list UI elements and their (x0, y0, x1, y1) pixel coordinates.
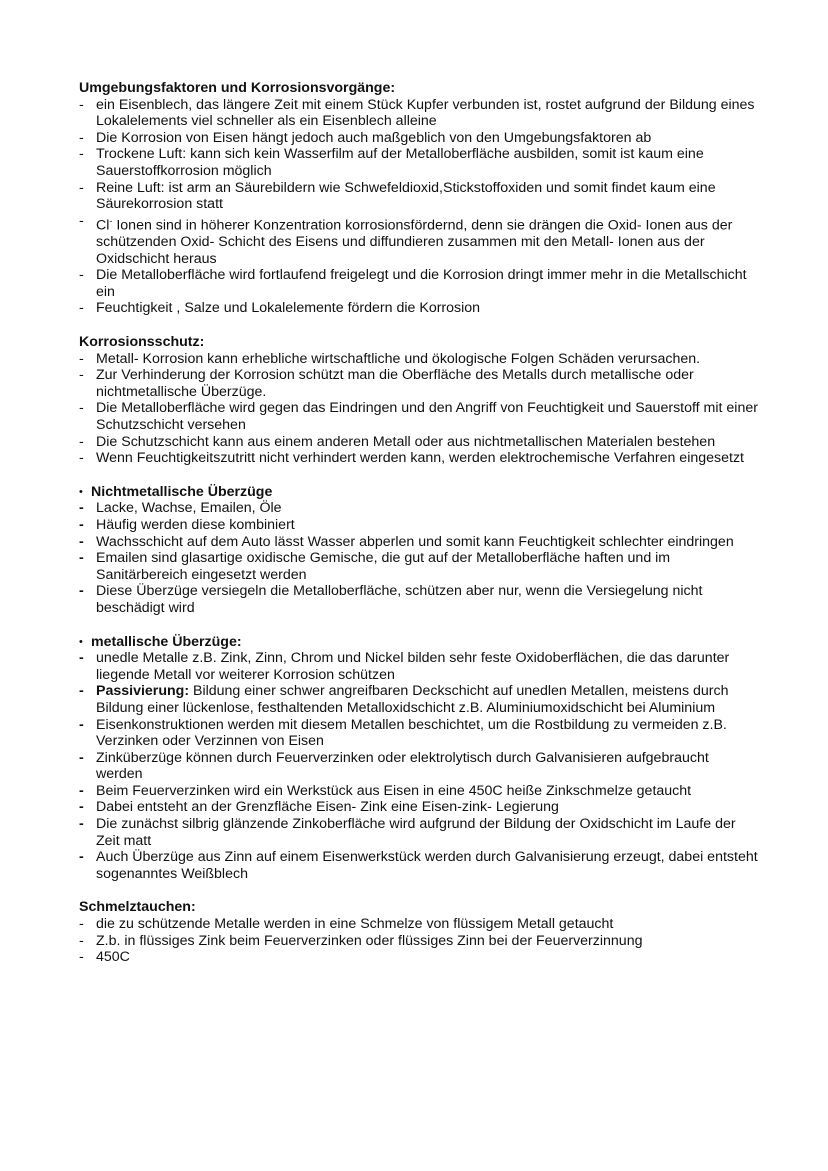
bullet-list (79, 500, 759, 616)
bullet-list (79, 97, 759, 317)
section-title: Umgebungsfaktoren und Korrosionsvorgänge: (79, 80, 396, 96)
section-title: Schmelztauchen: (79, 899, 196, 916)
section-metallische-ueberzuege (79, 634, 759, 883)
list-item: - Auch Überzüge aus Zinn auf einem Eisenwerkstück werden durch Galvanisierung erzeugt, dabei entsteht sogenanntes Weißblech (79, 849, 758, 882)
list-item: - Eisenkonstruktionen werden mit diesem Metallen beschichtet, um die Rostbildung zu vermeiden z.B. Verzinken oder Verzinnen von Eisen (79, 716, 727, 750)
dash-mark: - (79, 849, 84, 866)
dash-mark: - (79, 300, 84, 317)
dash-mark: - (79, 350, 84, 367)
dash-mark: - (79, 550, 84, 567)
dash-mark: - (79, 799, 84, 816)
dash-mark: - (79, 516, 84, 533)
list-item: - Emailen sind glasartige oxidische Gemische, die gut auf der Metalloberfläche haften und im Sanitärbereich eingesetzt werden (79, 550, 671, 583)
dash-mark: - (79, 500, 84, 517)
list-item: - Wenn Feuchtigkeitszutritt nicht verhindert werden kann, werden elektrochemische Verfahren eingesetzt (79, 450, 744, 467)
list-item-passivierung: - Passivierung: Bildung einer schwer angreifbaren Deckschicht auf unedlen Metallen, meistens durch Bildung einer lückenlose, festhaltenden Metalloxidschicht z.B. Aluminiumoxidschicht bei Aluminium (79, 683, 729, 716)
dash-mark: - (79, 749, 84, 766)
dash-mark: - (79, 932, 84, 949)
list-item: - Diese Überzüge versiegeln die Metalloberfläche, schützen aber nur, wenn die Versiegelung nicht beschädigt wird (79, 583, 703, 616)
list-item: - Die Schutzschicht kann aus einem anderen Metall oder aus nichtmetallischen Materialen bestehen (79, 433, 716, 450)
dash-mark: - (79, 533, 84, 550)
dash-mark: - (79, 367, 84, 384)
list-item: - Zur Verhinderung der Korrosion schützt man die Oberfläche des Metalls durch metallische oder nichtmetallische Überzüge. (79, 367, 694, 400)
dash-mark: - (79, 450, 84, 467)
term-label: Passivierung: (96, 683, 190, 700)
section-title: Korrosionsschutz: (79, 334, 205, 351)
list-item: - Metall- Korrosion kann erhebliche wirtschaftliche und ökologische Folgen Schäden verursachen. (79, 350, 701, 367)
list-item: - unedle Metalle z.B. Zink, Zinn, Chrom und Nickel bilden sehr feste Oxidoberflächen, die das darunter liegende Metall vor weiterer Korrosion schützen (79, 650, 730, 683)
bullet-list (79, 351, 759, 467)
bullet-dot: • (79, 635, 83, 648)
bullet-list (79, 916, 759, 966)
subsection-heading (79, 634, 759, 651)
bullet-dot: • (79, 485, 83, 498)
subsection-heading (79, 484, 759, 501)
list-item: - Die Metalloberfläche wird fortlaufend freigelegt und die Korrosion dringt immer mehr in die Metallschicht ein (79, 267, 747, 300)
section-umgebungsfaktoren (79, 80, 759, 317)
list-item: - Feuchtigkeit , Salze und Lokalelemente fördern die Korrosion (79, 300, 481, 317)
dash-mark: - (79, 96, 84, 113)
dash-mark: - (79, 129, 84, 146)
dash-mark: - (79, 916, 84, 933)
dash-mark: - (79, 267, 84, 284)
list-item: - 450C (79, 949, 130, 966)
list-item: - Lacke, Wachse, Emailen, Öle (79, 500, 282, 517)
list-item: - Dabei entsteht an der Grenzfläche Eisen- Zink eine Eisen-zink- Legierung (79, 799, 559, 816)
dash-mark: - (79, 400, 84, 417)
list-item: - Trockene Luft: kann sich kein Wasserfilm auf der Metalloberfläche ausbilden, somit ist kaum eine Sauerstoffkorrosion möglich (79, 146, 704, 179)
document-page (79, 80, 759, 983)
section-korrosionsschutz (79, 334, 759, 467)
list-item-chloride: - Cl- Ionen sind in höherer Konzentration korrosionsfördernd, denn sie drängen die Oxid- Ionen aus der schützenden Oxid- Schicht des Eisens und diffundieren zusammen mit den Metall- Ionen aus der Oxidschicht heraus (79, 212, 733, 267)
dash-mark: - (79, 433, 84, 450)
section-nichtmetallische-ueberzuege (79, 484, 759, 617)
dash-mark: - (79, 949, 84, 966)
dash-mark: - (79, 179, 84, 196)
bullet-list (79, 650, 759, 882)
list-item: - Zinküberzüge können durch Feuerverzinken oder elektrolytisch durch Galvanisieren aufgebraucht werden (79, 749, 709, 783)
dash-mark: - (79, 212, 84, 229)
list-item: - Die Korrosion von Eisen hängt jedoch auch maßgeblich von den Umgebungsfaktoren ab (79, 129, 652, 146)
subsection-title: Nichtmetallische Überzüge (91, 483, 273, 500)
list-item: - die zu schützende Metalle werden in eine Schmelze von flüssigem Metall getaucht (79, 916, 614, 933)
dash-mark: - (79, 146, 84, 163)
list-item: - Z.b. in flüssiges Zink beim Feuerverzinken oder flüssiges Zinn bei der Feuerverzinnung (79, 932, 643, 949)
dash-mark: - (79, 583, 84, 600)
dash-mark: - (79, 782, 84, 799)
list-item: - Reine Luft: ist arm an Säurebildern wie Schwefeldioxid,Stickstoffoxiden und somit findet kaum eine Säurekorrosion statt (79, 179, 716, 213)
list-item: - Wachsschicht auf dem Auto lässt Wasser abperlen und somit kann Feuchtigkeit schlechter eindringen (79, 533, 734, 550)
subsection-title: metallische Überzüge: (91, 633, 242, 650)
dash-mark: - (79, 816, 84, 833)
dash-mark: - (79, 650, 84, 667)
list-item: - Die zunächst silbrig glänzende Zinkoberfläche wird aufgrund der Bildung der Oxidschicht im Laufe der Zeit matt (79, 816, 736, 849)
list-item: - Beim Feuerverzinken wird ein Werkstück aus Eisen in eine 450C heiße Zinkschmelze getaucht (79, 782, 692, 799)
dash-mark: - (79, 716, 84, 733)
list-item: - ein Eisenblech, das längere Zeit mit einem Stück Kupfer verbunden ist, rostet aufgrund der Bildung eines Lokalelements viel schneller als ein Eisenblech alleine (79, 96, 755, 130)
list-item: - Die Metalloberfläche wird gegen das Eindringen und den Angriff von Feuchtigkeit und Sauerstoff mit einer Schutzschicht versehen (79, 400, 758, 434)
section-schmelztauchen (79, 899, 759, 965)
list-item: - Häufig werden diese kombiniert (79, 516, 295, 533)
dash-mark: - (79, 683, 84, 700)
